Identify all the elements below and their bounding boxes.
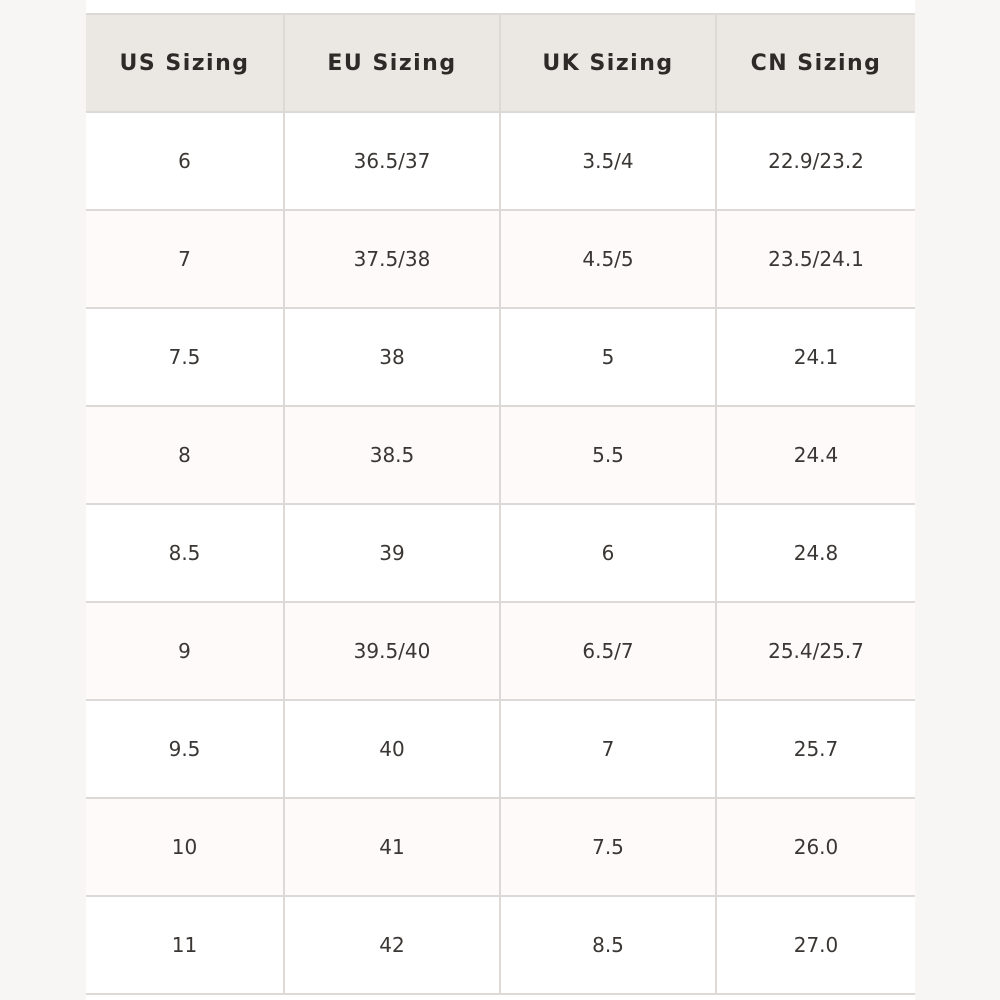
cell-uk: 5.5 (500, 406, 716, 504)
size-chart-table (86, 13, 915, 995)
cell-us: 9.5 (86, 700, 284, 798)
header-uk-sizing: UK Sizing (500, 14, 716, 112)
cell-us: 7.5 (86, 308, 284, 406)
cell-cn: 24.1 (716, 308, 915, 406)
cell-uk: 7 (500, 700, 716, 798)
table-row (86, 602, 915, 700)
cell-uk: 8.5 (500, 896, 716, 994)
table-row (86, 210, 915, 308)
cell-uk: 3.5/4 (500, 112, 716, 210)
cell-cn: 27.0 (716, 896, 915, 994)
header-row (86, 14, 915, 112)
cell-cn: 23.5/24.1 (716, 210, 915, 308)
header-cn-sizing: CN Sizing (716, 14, 915, 112)
cell-cn: 25.4/25.7 (716, 602, 915, 700)
table-row (86, 700, 915, 798)
cell-eu: 37.5/38 (284, 210, 500, 308)
cell-us: 11 (86, 896, 284, 994)
cell-eu: 38 (284, 308, 500, 406)
cell-uk: 7.5 (500, 798, 716, 896)
table-body (86, 112, 915, 994)
cell-uk: 4.5/5 (500, 210, 716, 308)
cell-us: 6 (86, 112, 284, 210)
cell-eu: 40 (284, 700, 500, 798)
cell-eu: 42 (284, 896, 500, 994)
cell-eu: 39 (284, 504, 500, 602)
cell-cn: 22.9/23.2 (716, 112, 915, 210)
cell-us: 7 (86, 210, 284, 308)
cell-cn: 25.7 (716, 700, 915, 798)
cell-eu: 36.5/37 (284, 112, 500, 210)
table-row (86, 896, 915, 994)
header-us-sizing: US Sizing (86, 14, 284, 112)
cell-cn: 24.4 (716, 406, 915, 504)
cell-eu: 38.5 (284, 406, 500, 504)
header-eu-sizing: EU Sizing (284, 14, 500, 112)
table-row (86, 112, 915, 210)
cell-us: 10 (86, 798, 284, 896)
table-row (86, 504, 915, 602)
cell-uk: 5 (500, 308, 716, 406)
table-row (86, 798, 915, 896)
cell-us: 8 (86, 406, 284, 504)
cell-uk: 6.5/7 (500, 602, 716, 700)
cell-eu: 41 (284, 798, 500, 896)
cell-eu: 39.5/40 (284, 602, 500, 700)
cell-cn: 26.0 (716, 798, 915, 896)
cell-us: 9 (86, 602, 284, 700)
table-row (86, 406, 915, 504)
cell-cn: 24.8 (716, 504, 915, 602)
table-row (86, 308, 915, 406)
cell-us: 8.5 (86, 504, 284, 602)
cell-uk: 6 (500, 504, 716, 602)
table-header (86, 14, 915, 112)
